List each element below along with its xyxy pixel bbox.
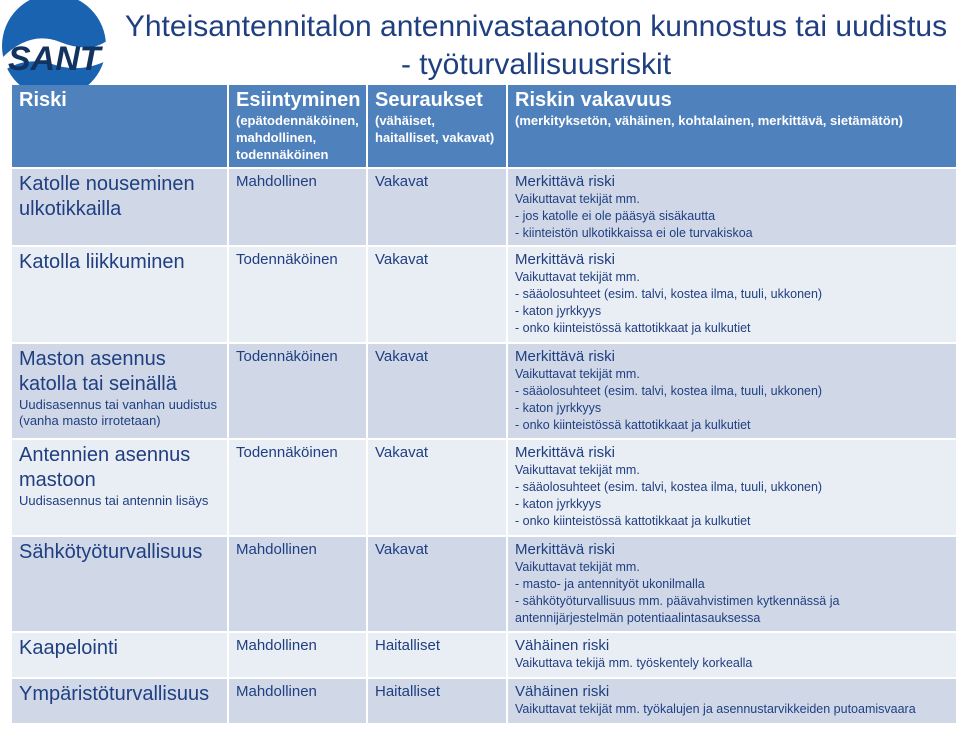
risk-cell [12, 537, 227, 631]
severity-label: Vähäinen riski [515, 637, 610, 654]
occurrence-cell: Todennäköinen [229, 344, 366, 438]
occurrence-cell: Todennäköinen [229, 440, 366, 535]
risk-cell [12, 169, 227, 245]
risk-name: Ympäristöturvallisuus [19, 683, 210, 705]
risk-subtext: Uudisasennus tai antennin lisäys [19, 493, 209, 508]
severity-label: Merkittävä riski [515, 348, 616, 365]
occurrence-cell: Todennäköinen [229, 247, 366, 342]
consequence-cell: Vakavat [368, 247, 506, 342]
header-riski: Riski [12, 85, 227, 167]
sant-logo-mark [0, 0, 112, 92]
severity-details: Vaikuttavat tekijät mm. - masto- ja antennityöt ukonilmalla - sähkötyöturvallisuus mm. päävahvistimen kytkennässä ja antennijärjestelmän potentiaalintasauksessa [515, 560, 840, 625]
occurrence-cell: Mahdollinen [229, 679, 366, 723]
severity-label: Merkittävä riski [515, 444, 616, 461]
title-line-1: Yhteisantennitalon antennivastaanoton kunnostus tai uudistus [124, 10, 948, 43]
severity-label: Merkittävä riski [515, 541, 616, 558]
risk-cell [12, 679, 227, 723]
table-row [12, 679, 956, 723]
header-seuraukset: Seuraukset (vähäiset, haitalliset, vakavat) [368, 85, 506, 167]
severity-cell [508, 247, 956, 342]
severity-cell [508, 344, 956, 438]
risk-subtext: Uudisasennus tai vanhan uudistus (vanha masto irrotetaan) [19, 397, 218, 428]
logo-text: SANT [8, 40, 101, 78]
severity-details: Vaikuttava tekijä mm. työskentely korkealla [515, 656, 753, 670]
risk-cell [12, 633, 227, 677]
risk-name: Katolla liikkuminen [19, 251, 185, 273]
risk-table [10, 83, 958, 725]
table-row [12, 633, 956, 677]
severity-cell [508, 169, 956, 245]
occurrence-cell: Mahdollinen [229, 169, 366, 245]
table-row [12, 440, 956, 535]
severity-cell [508, 679, 956, 723]
table-row [12, 537, 956, 631]
risk-cell [12, 344, 227, 438]
severity-details: Vaikuttavat tekijät mm. työkalujen ja asennustarvikkeiden putoamisvaara [515, 702, 916, 716]
risk-name: Maston asennus katolla tai seinällä [19, 348, 177, 395]
severity-details: Vaikuttavat tekijät mm. - sääolosuhteet (esim. talvi, kostea ilma, tuuli, ukkonen) - katon jyrkkyys - onko kiinteistössä kattotikkaat ja kulkutiet [515, 270, 823, 335]
severity-cell [508, 633, 956, 677]
risk-name: Sähkötyöturvallisuus [19, 541, 203, 563]
consequence-cell: Vakavat [368, 344, 506, 438]
table-row [12, 169, 956, 245]
severity-label: Merkittävä riski [515, 173, 616, 190]
severity-cell [508, 537, 956, 631]
severity-details: Vaikuttavat tekijät mm. - sääolosuhteet (esim. talvi, kostea ilma, tuuli, ukkonen) - katon jyrkkyys - onko kiinteistössä kattotikkaat ja kulkutiet [515, 367, 823, 432]
consequence-cell: Vakavat [368, 169, 506, 245]
header-esiintyminen: Esiintyminen (epätodennäköinen, mahdollinen, todennäköinen [229, 85, 366, 167]
page-title [112, 8, 960, 84]
risk-cell [12, 247, 227, 342]
occurrence-cell: Mahdollinen [229, 633, 366, 677]
severity-cell [508, 440, 956, 535]
consequence-cell: Haitalliset [368, 679, 506, 723]
sant-logo [0, 0, 112, 92]
occurrence-cell: Mahdollinen [229, 537, 366, 631]
table-row [12, 247, 956, 342]
header-row [12, 85, 956, 167]
risk-name: Katolle nouseminen ulkotikkailla [19, 173, 195, 220]
risk-name: Antennien asennus mastoon [19, 444, 191, 491]
severity-label: Merkittävä riski [515, 251, 616, 268]
severity-details: Vaikuttavat tekijät mm. - jos katolle ei ole pääsyä sisäkautta - kiinteistön ulkotikkaissa ei ole turvakiskoa [515, 192, 753, 240]
severity-label: Vähäinen riski [515, 683, 610, 700]
table-row [12, 344, 956, 438]
title-line-2: - työturvallisuusriskit [400, 48, 672, 81]
severity-details: Vaikuttavat tekijät mm. - sääolosuhteet (esim. talvi, kostea ilma, tuuli, ukkonen) - katon jyrkkyys - onko kiinteistössä kattotikkaat ja kulkutiet [515, 463, 823, 528]
header-vakavuus: Riskin vakavuus (merkityksetön, vähäinen, kohtalainen, merkittävä, sietämätön) [508, 85, 956, 167]
risk-name: Kaapelointi [19, 637, 118, 659]
consequence-cell: Vakavat [368, 537, 506, 631]
consequence-cell: Haitalliset [368, 633, 506, 677]
consequence-cell: Vakavat [368, 440, 506, 535]
risk-cell [12, 440, 227, 535]
